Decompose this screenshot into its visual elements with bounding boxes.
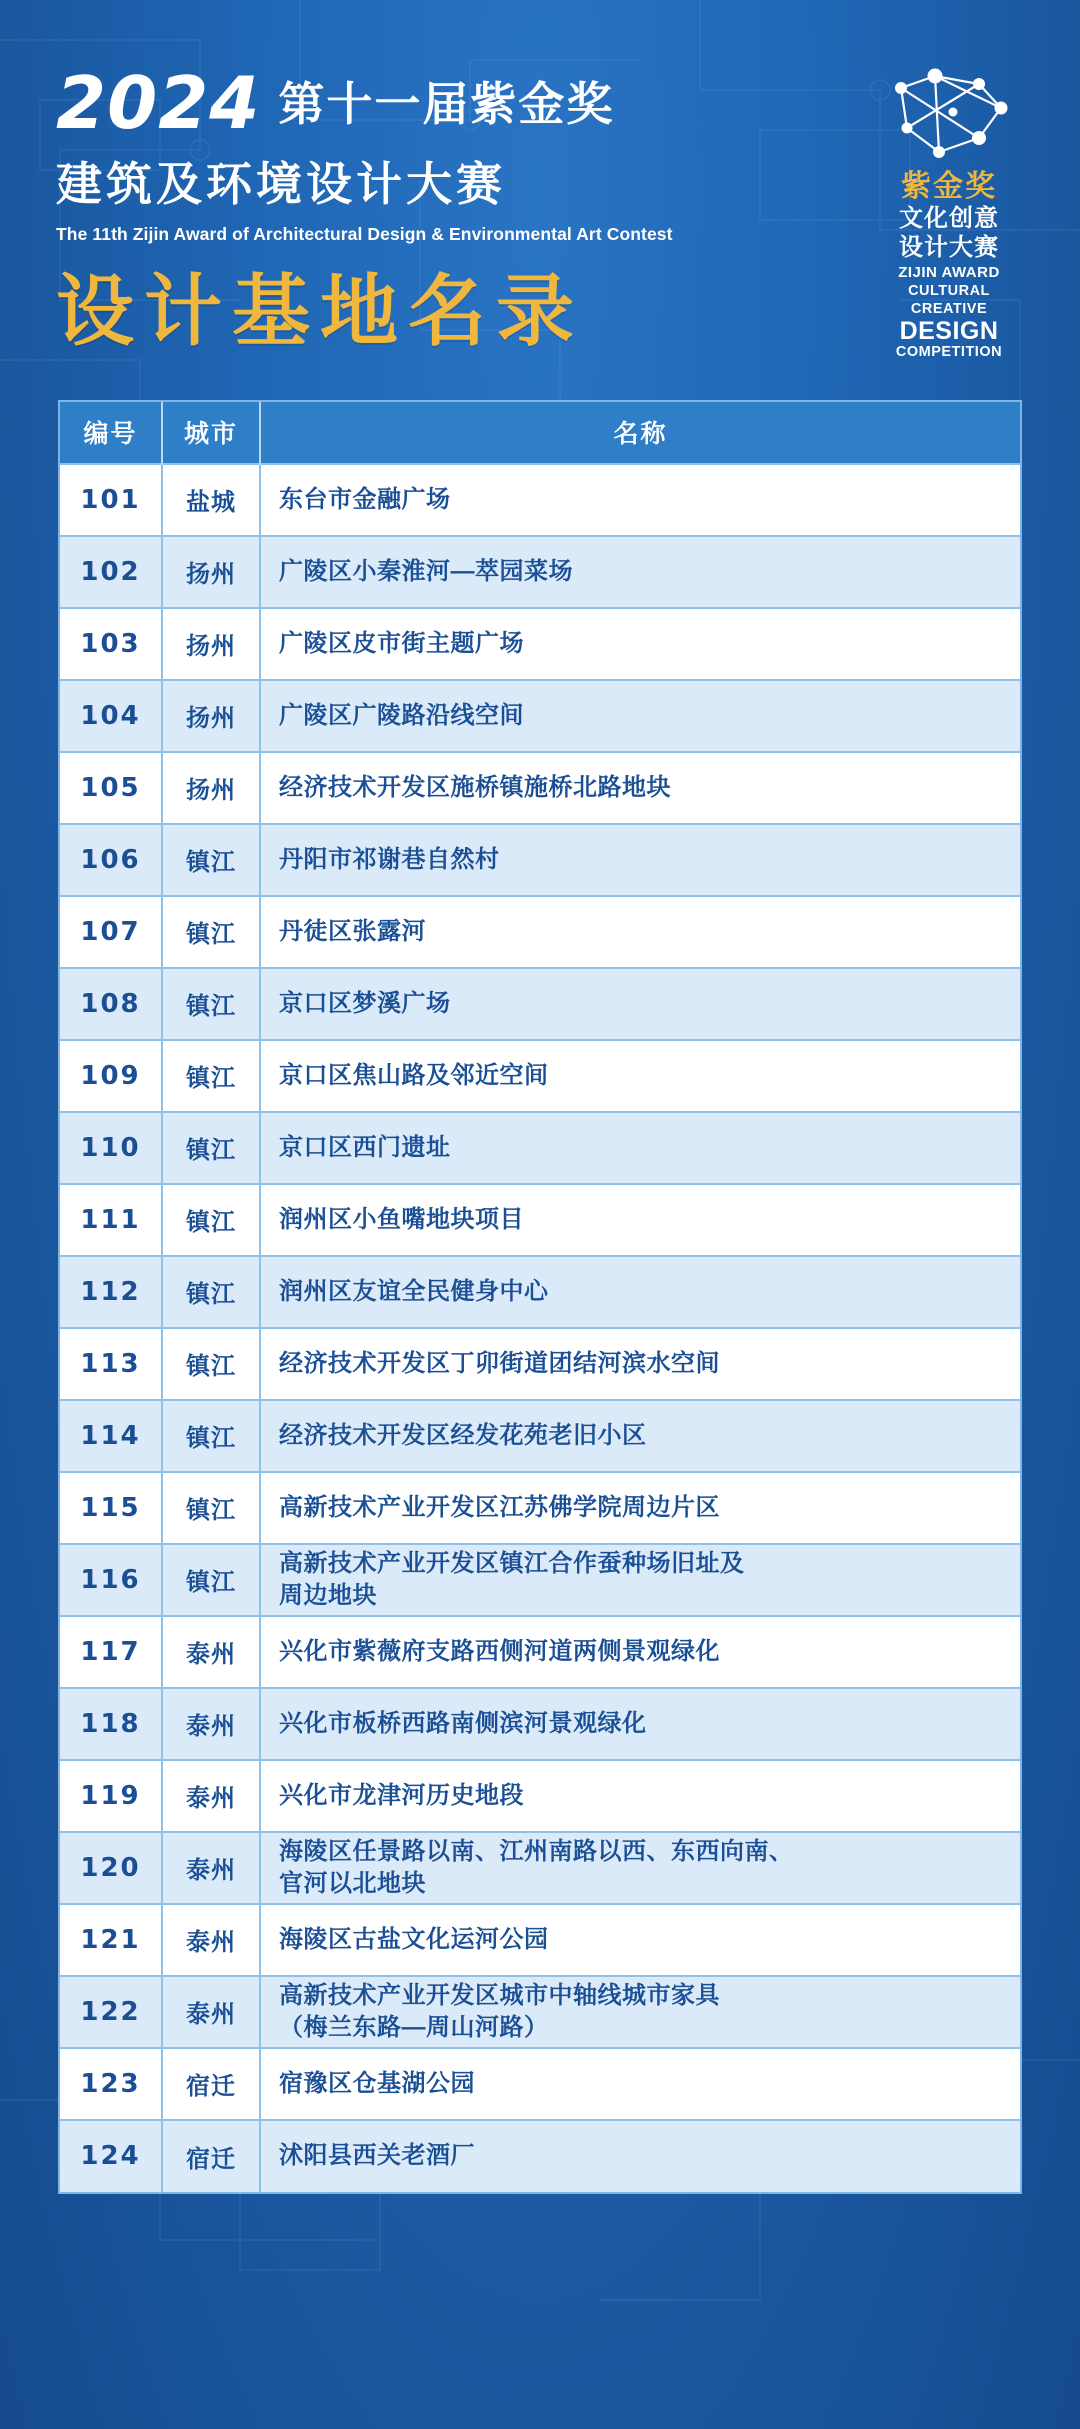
cell-city: 镇江 (162, 1256, 260, 1328)
page-title: 设计基地名录 (56, 267, 585, 355)
cell-city: 镇江 (162, 1472, 260, 1544)
cell-name (260, 1112, 1020, 1184)
cell-name (260, 896, 1020, 968)
cell-name-line: 高新技术产业开发区江苏佛学院周边片区 (279, 1493, 720, 1521)
edition-title: 第十一届紫金奖 (278, 78, 615, 130)
contest-title-en: The 11th Zijin Award of Architectural Design & Environmental Art Contest (56, 224, 673, 244)
cell-city: 镇江 (162, 1328, 260, 1400)
logo-name-en: ZIJIN AWARD (898, 264, 1000, 282)
contest-title: 建筑及环境设计大赛 (56, 158, 506, 210)
cell-name-line: 沭阳县西关老酒厂 (279, 2142, 475, 2170)
cell-id: 112 (60, 1256, 162, 1328)
cell-name-line: 丹阳市祁谢巷自然村 (279, 845, 500, 873)
cell-name (260, 1400, 1020, 1472)
cell-name-line: 经济技术开发区丁卯街道团结河滨水空间 (279, 1349, 720, 1377)
cell-name-line: 海陵区古盐文化运河公园 (279, 1925, 549, 1953)
cell-name-line: 海陵区任景路以南、江州南路以西、东西向南、 (279, 1838, 794, 1866)
cell-name (260, 1832, 1020, 1904)
cell-city: 宿迁 (162, 2120, 260, 2192)
table-header-row (60, 402, 1020, 464)
cell-city: 镇江 (162, 1112, 260, 1184)
table-row (60, 1400, 1020, 1472)
table-row (60, 752, 1020, 824)
cell-name-line: 东台市金融广场 (279, 485, 451, 513)
cell-id: 108 (60, 968, 162, 1040)
column-header-name: 名称 (260, 402, 1020, 464)
table-row (60, 1256, 1020, 1328)
cell-name-line: 兴化市紫薇府支路西侧河道两侧景观绿化 (279, 1637, 720, 1665)
cell-name-line: 京口区梦溪广场 (279, 989, 451, 1017)
table-row (60, 1904, 1020, 1976)
cell-id: 107 (60, 896, 162, 968)
network-constellation-icon (883, 62, 1015, 166)
cell-city: 镇江 (162, 1544, 260, 1616)
cell-id: 116 (60, 1544, 162, 1616)
table-row (60, 1832, 1020, 1904)
table-row (60, 1184, 1020, 1256)
design-base-table-wrapper (58, 400, 1022, 2194)
cell-id: 102 (60, 536, 162, 608)
cell-name (260, 752, 1020, 824)
cell-name-line: 宿豫区仓基湖公园 (279, 2069, 475, 2097)
year-text: 2024 (56, 60, 261, 145)
cell-id: 124 (60, 2120, 162, 2192)
cell-name (260, 1616, 1020, 1688)
cell-city: 盐城 (162, 464, 260, 536)
cell-id: 117 (60, 1616, 162, 1688)
cell-name-line: 京口区西门遗址 (279, 1133, 451, 1161)
cell-id: 122 (60, 1976, 162, 2048)
cell-city: 泰州 (162, 1832, 260, 1904)
cell-city: 镇江 (162, 824, 260, 896)
logo-sub2-cn: 设计大赛 (899, 233, 999, 261)
cell-id: 120 (60, 1832, 162, 1904)
cell-id: 103 (60, 608, 162, 680)
cell-name (260, 2120, 1020, 2192)
cell-id: 114 (60, 1400, 162, 1472)
table-row (60, 1328, 1020, 1400)
cell-id: 110 (60, 1112, 162, 1184)
table-row (60, 1040, 1020, 1112)
cell-name-line: 经济技术开发区经发花苑老旧小区 (279, 1421, 647, 1449)
cell-name (260, 968, 1020, 1040)
cell-name-line: 兴化市龙津河历史地段 (279, 1781, 524, 1809)
poster-header (0, 0, 1080, 362)
cell-name-line: 经济技术开发区施桥镇施桥北路地块 (279, 773, 671, 801)
table-row (60, 1112, 1020, 1184)
cell-city: 扬州 (162, 608, 260, 680)
logo-sub-en: CULTURAL CREATIVE (908, 283, 990, 317)
table-row (60, 2048, 1020, 2120)
title-block (56, 58, 673, 353)
cell-id: 104 (60, 680, 162, 752)
cell-id: 118 (60, 1688, 162, 1760)
cell-id: 113 (60, 1328, 162, 1400)
cell-name (260, 1904, 1020, 1976)
cell-city: 扬州 (162, 680, 260, 752)
cell-name (260, 608, 1020, 680)
cell-name-line: 高新技术产业开发区镇江合作蚕种场旧址及 (279, 1550, 745, 1578)
cell-name-line: 高新技术产业开发区城市中轴线城市家具 (279, 1982, 720, 2010)
cell-id: 123 (60, 2048, 162, 2120)
logo-name-cn: 紫金奖 (901, 170, 997, 203)
table-body (60, 464, 1020, 2192)
cell-id: 121 (60, 1904, 162, 1976)
cell-name-line: 兴化市板桥西路南侧滨河景观绿化 (279, 1709, 647, 1737)
cell-id: 106 (60, 824, 162, 896)
cell-name-line: （梅兰东路—周山河路） (279, 2013, 549, 2041)
table-row (60, 968, 1020, 1040)
table-row (60, 1760, 1020, 1832)
cell-name-line: 广陵区广陵路沿线空间 (279, 701, 524, 729)
cell-name-line: 润州区小鱼嘴地块项目 (279, 1205, 524, 1233)
design-base-table (60, 402, 1020, 2192)
cell-name (260, 464, 1020, 536)
table-row (60, 1472, 1020, 1544)
cell-name (260, 2048, 1020, 2120)
table-row (60, 1976, 1020, 2048)
cell-city: 泰州 (162, 1760, 260, 1832)
cell-name (260, 1256, 1020, 1328)
cell-city: 扬州 (162, 752, 260, 824)
cell-name (260, 680, 1020, 752)
cell-city: 扬州 (162, 536, 260, 608)
cell-name (260, 1040, 1020, 1112)
cell-name (260, 1328, 1020, 1400)
table-row (60, 2120, 1020, 2192)
table-row (60, 896, 1020, 968)
table-row (60, 680, 1020, 752)
cell-name-line: 周边地块 (279, 1581, 377, 1609)
cell-name (260, 1472, 1020, 1544)
cell-name (260, 1760, 1020, 1832)
cell-city: 泰州 (162, 1688, 260, 1760)
table-row (60, 608, 1020, 680)
cell-name (260, 1184, 1020, 1256)
cell-name (260, 1688, 1020, 1760)
cell-city: 泰州 (162, 1904, 260, 1976)
logo-sub1-cn: 文化创意 (899, 204, 999, 232)
cell-name-line: 官河以北地块 (279, 1869, 426, 1897)
logo-design-en: DESIGN (899, 316, 999, 345)
cell-id: 119 (60, 1760, 162, 1832)
cell-city: 镇江 (162, 896, 260, 968)
column-header-id: 编号 (60, 402, 162, 464)
table-row (60, 464, 1020, 536)
cell-id: 111 (60, 1184, 162, 1256)
table-row (60, 1616, 1020, 1688)
cell-city: 镇江 (162, 1400, 260, 1472)
column-header-city: 城市 (162, 402, 260, 464)
table-header (60, 402, 1020, 464)
cell-name-line: 京口区焦山路及邻近空间 (279, 1061, 549, 1089)
cell-name-line: 丹徒区张露河 (279, 917, 426, 945)
cell-name-line: 润州区友谊全民健身中心 (279, 1277, 549, 1305)
cell-id: 101 (60, 464, 162, 536)
cell-id: 105 (60, 752, 162, 824)
table-row (60, 1544, 1020, 1616)
cell-city: 宿迁 (162, 2048, 260, 2120)
cell-name (260, 1544, 1020, 1616)
table-row (60, 1688, 1020, 1760)
cell-city: 镇江 (162, 1184, 260, 1256)
cell-id: 115 (60, 1472, 162, 1544)
cell-name (260, 536, 1020, 608)
logo-competition-en: COMPETITION (895, 344, 1003, 361)
cell-id: 109 (60, 1040, 162, 1112)
zijin-award-logo (874, 58, 1024, 362)
cell-name (260, 824, 1020, 896)
cell-city: 镇江 (162, 968, 260, 1040)
cell-name (260, 1976, 1020, 2048)
cell-name-line: 广陵区小秦淮河—萃园菜场 (279, 557, 573, 585)
table-row (60, 536, 1020, 608)
cell-name-line: 广陵区皮市街主题广场 (279, 629, 524, 657)
table-row (60, 824, 1020, 896)
cell-city: 泰州 (162, 1976, 260, 2048)
cell-city: 镇江 (162, 1040, 260, 1112)
cell-city: 泰州 (162, 1616, 260, 1688)
